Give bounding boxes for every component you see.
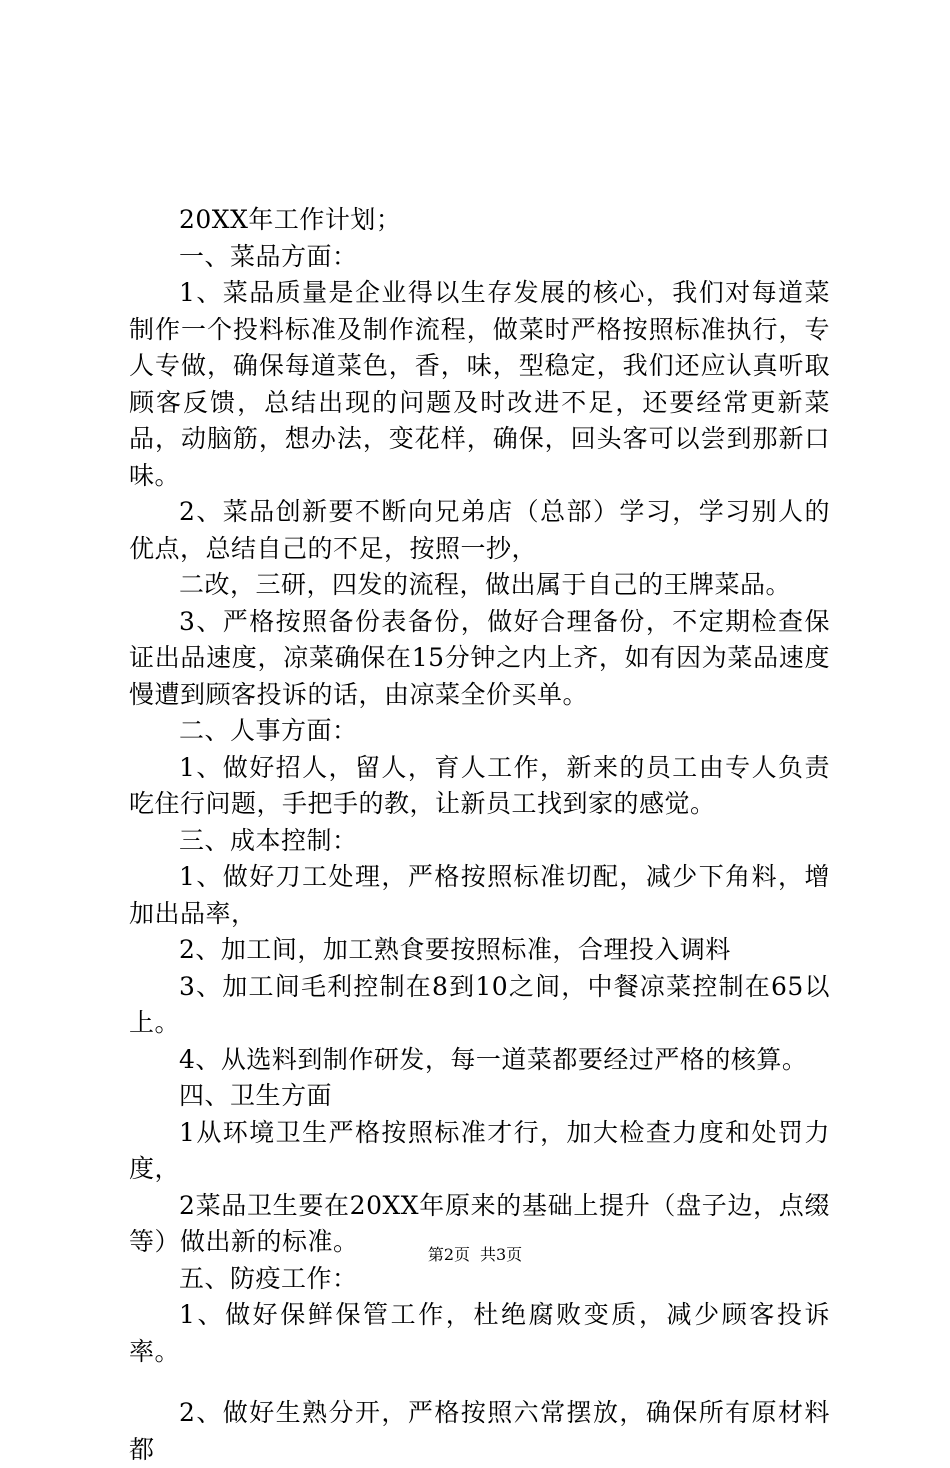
document-body xyxy=(129,202,830,1468)
paragraph-dish-hygiene: 2菜品卫生要在20XX年原来的基础上提升（盘子边，点缀等）做出新的标准。 xyxy=(129,1190,830,1256)
paragraph-gross-margin: 3、加工间毛利控制在8到10之间，中餐凉菜控制在65以上。 xyxy=(129,971,830,1037)
section-heading-hygiene: 四、卫生方面 xyxy=(179,1081,333,1110)
paragraph-raw-cooked: 2、做好生熟分开，严格按照六常摆放，确保所有原材料都 xyxy=(129,1398,830,1464)
plan-title: 20XX年工作计划； xyxy=(179,205,402,234)
section-heading-epidemic: 五、防疫工作： xyxy=(179,1263,358,1293)
paragraph-knife-work: 1、做好刀工处理，严格按照标准切配，减少下角料，增加出品率， xyxy=(129,862,830,928)
section-heading-dishes: 一、菜品方面： xyxy=(179,241,358,271)
page-total: 共3页 xyxy=(480,1245,523,1264)
section-heading-personnel: 二、人事方面： xyxy=(179,716,358,745)
paragraph-dish-quality: 1、菜品质量是企业得以生存发展的核心，我们对每道菜制作一个投料标准及制作流程，做菜时严格按照标准执行，专人专做，确保每道菜色，香，味，型稳定，我们还应认真听取顾客反馈，总结出现的问题及时改进不足，还要经常更新菜品，动脑筋，想办法，变花样，确保，回头客可以尝到那新口味。 xyxy=(129,278,830,490)
paragraph-accounting: 4、从选料到制作研发，每一道菜都要经过严格的核算。 xyxy=(179,1044,808,1074)
page-number: 第2页 xyxy=(427,1245,470,1264)
paragraph-dish-process: 二改，三研，四发的流程，做出属于自己的王牌菜品。 xyxy=(179,570,792,599)
paragraph-environment-hygiene: 1从环境卫生严格按照标准才行，加大检查力度和处罚力度， xyxy=(129,1117,830,1183)
paragraph-processing-room: 2、加工间，加工熟食要按照标准，合理投入调料 xyxy=(179,935,731,964)
page-footer xyxy=(0,1245,950,1265)
section-heading-cost: 三、成本控制： xyxy=(179,825,358,855)
paragraph-backup: 3、严格按照备份表备份，做好合理备份，不定期检查保证出品速度，凉菜确保在15分钟之内上齐，如有因为菜品速度慢遭到顾客投诉的话，由凉菜全价买单。 xyxy=(129,606,830,709)
paragraph-recruiting: 1、做好招人，留人，育人工作，新来的员工由专人负责吃住行问题，手把手的教，让新员工找到家的感觉。 xyxy=(129,752,830,818)
paragraph-preservation: 1、做好保鲜保管工作，杜绝腐败变质，减少顾客投诉率。 xyxy=(129,1300,830,1366)
paragraph-gap xyxy=(129,1370,830,1395)
paragraph-dish-innovation: 2、菜品创新要不断向兄弟店（总部）学习，学习别人的优点，总结自己的不足，按照一抄， xyxy=(129,497,830,563)
